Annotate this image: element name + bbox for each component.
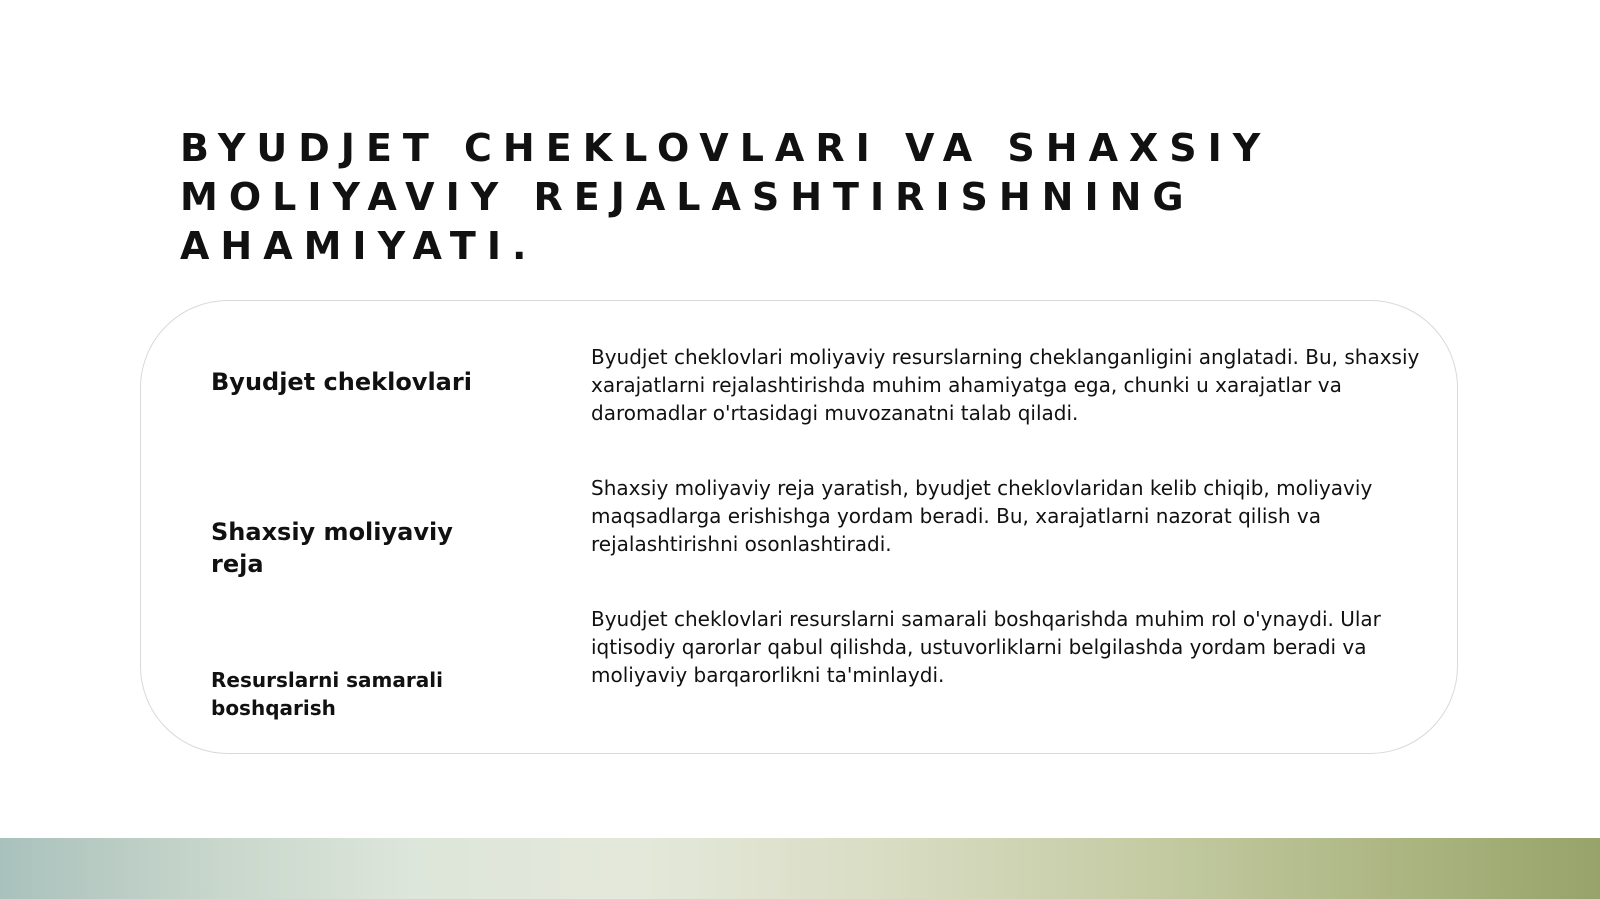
- decorative-bottom-band: [0, 838, 1600, 899]
- row-text-shaxsiy-moliyaviy-reja: Shaxsiy moliyaviy reja yaratish, byudjet cheklovlaridan kelib chiqib, moliyaviy maqsadlarga erishishga yordam beradi. Bu, xarajatlarni nazorat qilish va rejalashtirishni osonlashtiradi.: [591, 476, 1373, 556]
- slide-title: BYUDJET CHEKLOVLARI VA SHAXSIY MOLIYAVIY REJALASHTIRISHNING AHAMIYATI.: [180, 126, 1272, 268]
- row-text-byudjet-cheklovlari: Byudjet cheklovlari moliyaviy resurslarning cheklanganligini anglatadi. Bu, shaxsiy xarajatlarni rejalashtirishda muhim ahamiyatga ega, chunki u xarajatlar va daromadlar o'rtasidagi muvozanatni talab qiladi.: [591, 345, 1420, 425]
- row-label-shaxsiy-moliyaviy-reja: Shaxsiy moliyaviy reja: [211, 518, 453, 578]
- row-text-resurslarni-samarali-boshqarish: Byudjet cheklovlari resurslarni samarali boshqarishda muhim rol o'ynaydi. Ular iqtisodiy qarorlar qabul qilishda, ustuvorliklarni belgilashda yordam beradi va moliyaviy barqarorlikni ta'minlaydi.: [591, 607, 1381, 687]
- row-label-byudjet-cheklovlari: Byudjet cheklovlari: [211, 368, 472, 396]
- row-label-resurslarni-samarali-boshqarish: Resurslarni samarali boshqarish: [211, 668, 443, 720]
